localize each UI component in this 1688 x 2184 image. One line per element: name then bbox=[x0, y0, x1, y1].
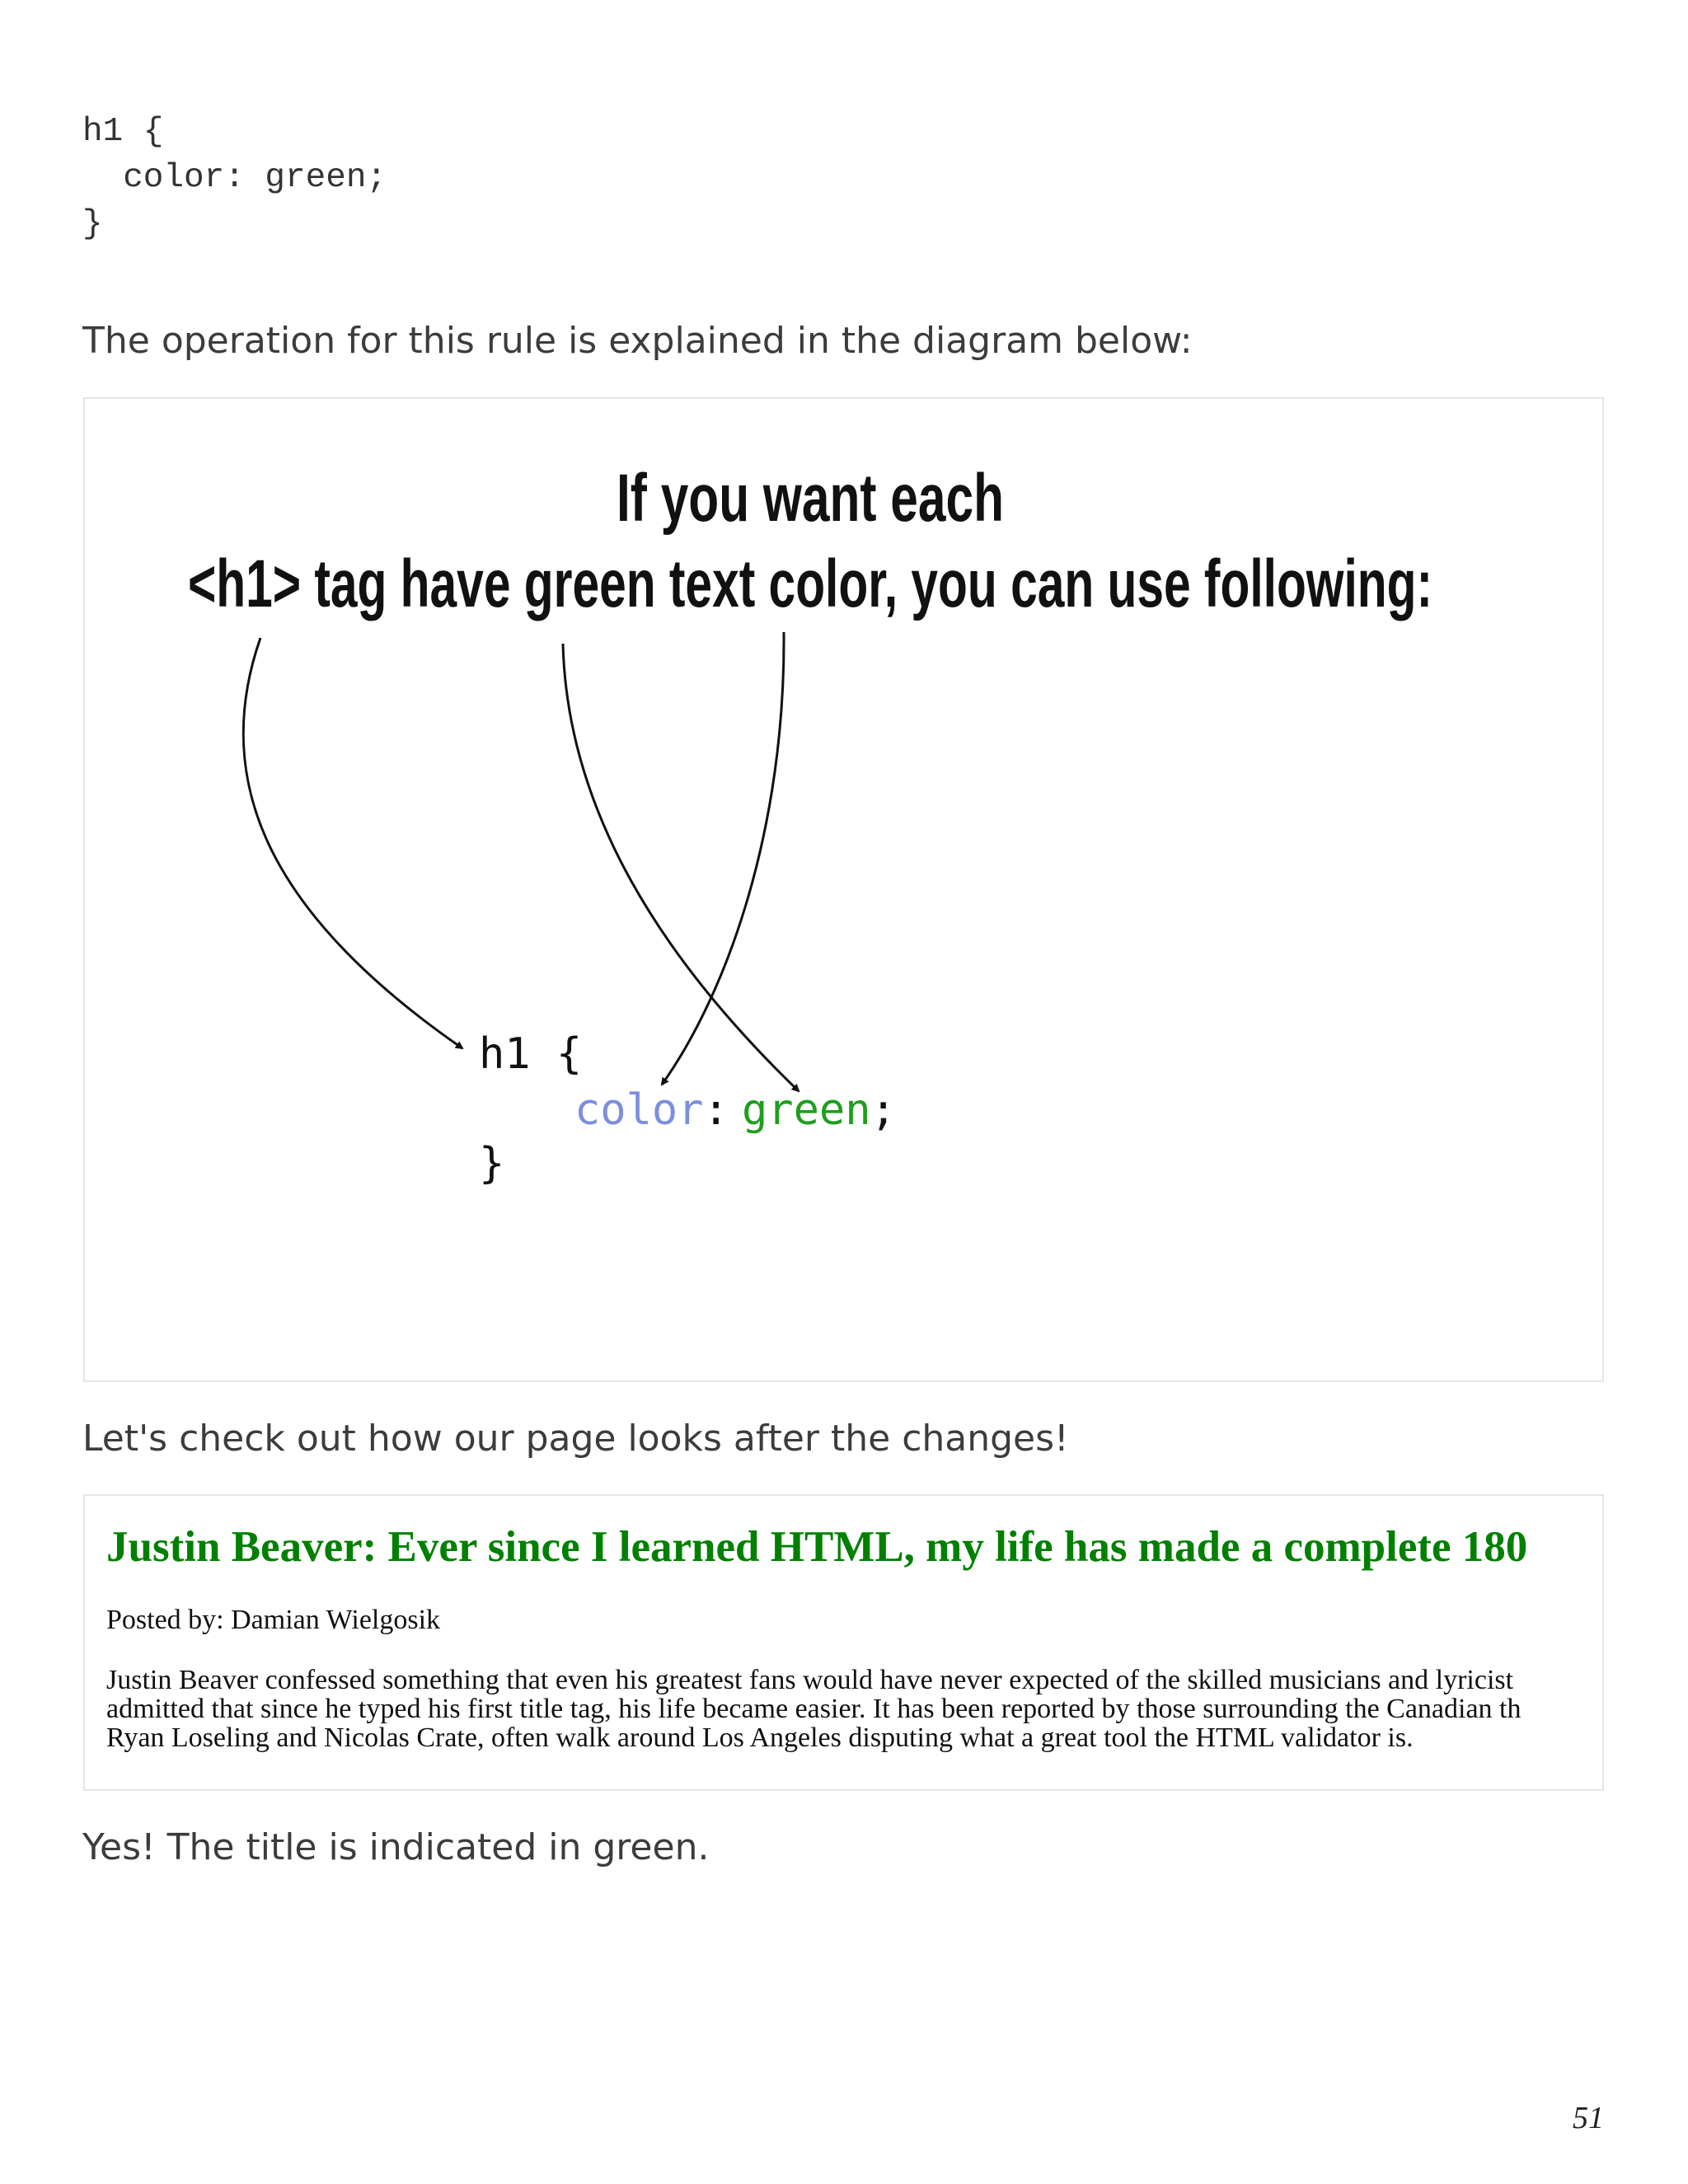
preview-byline: Posted by: Damian Wielgosik bbox=[106, 1605, 441, 1635]
intro-paragraph: The operation for this rule is explained in the diagram below: bbox=[82, 320, 1193, 362]
diagram-code-property: color bbox=[574, 1085, 704, 1135]
diagram-heading-line1: If you want each bbox=[617, 461, 1004, 536]
conclusion-paragraph: Yes! The title is indicated in green. bbox=[82, 1826, 710, 1868]
diagram-figure bbox=[83, 397, 1604, 1382]
code-line-declaration: color: green; bbox=[82, 159, 387, 197]
diagram-code-value: green bbox=[742, 1085, 871, 1135]
code-line-close: } bbox=[82, 205, 103, 243]
diagram-code-colon: : bbox=[703, 1085, 729, 1135]
preview-body-line: admitted that since he typed his first title tag, his life became easier. It has been reported by those surrounding the Canadian th bbox=[106, 1694, 1522, 1724]
arrow-green-to-value bbox=[563, 644, 799, 1091]
diagram-code-selector: h1 { bbox=[479, 1029, 583, 1079]
diagram-heading-line2: <h1> tag have green text color, you can use following: bbox=[188, 546, 1432, 621]
preview-body-line: Justin Beaver confessed something that even his greatest fans would have never expected of the skilled musicians and lyricist bbox=[106, 1665, 1514, 1695]
diagram-svg bbox=[85, 399, 1606, 1384]
diagram-code-semicolon: ; bbox=[870, 1085, 897, 1135]
check-paragraph: Let's check out how our page looks after the changes! bbox=[82, 1418, 1069, 1460]
preview-body bbox=[106, 1666, 1522, 1752]
preview-body-line: Ryan Loseling and Nicolas Crate, often walk around Los Angeles disputing what a great tool the HTML validator is. bbox=[106, 1722, 1414, 1753]
page-preview bbox=[83, 1494, 1604, 1791]
preview-title: Justin Beaver: Ever since I learned HTML, my life has made a complete 180 bbox=[106, 1523, 1528, 1571]
arrow-h1-to-selector bbox=[243, 638, 462, 1048]
arrow-color-to-property bbox=[662, 632, 784, 1085]
diagram-code-close: } bbox=[479, 1139, 505, 1188]
code-line-selector: h1 { bbox=[82, 113, 164, 151]
page-number: 51 bbox=[1573, 2101, 1604, 2135]
css-code-snippet bbox=[82, 109, 387, 247]
